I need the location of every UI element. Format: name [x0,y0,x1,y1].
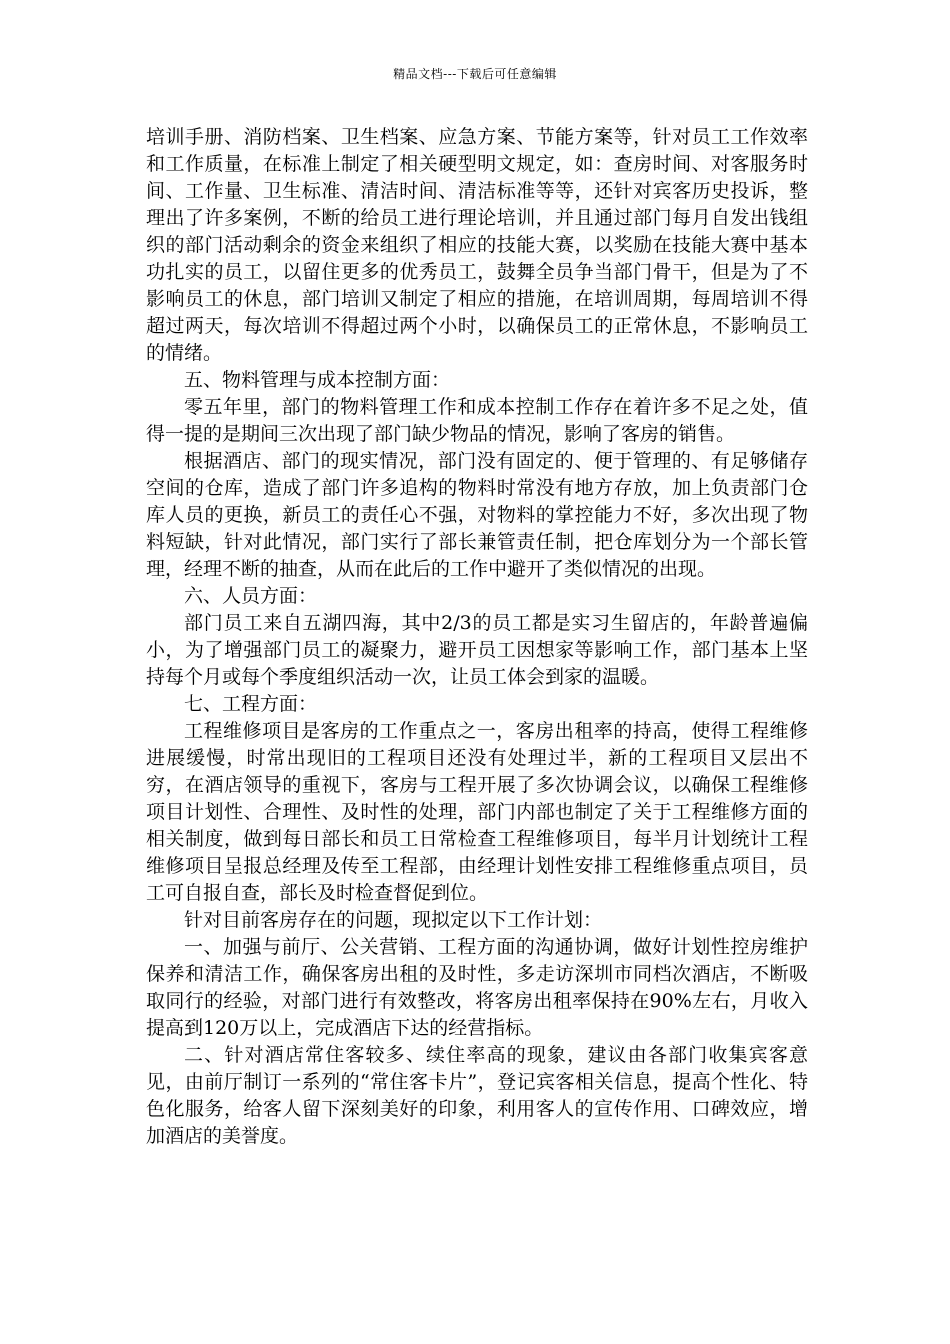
section-heading-engineering: 七、工程方面： [184,693,318,715]
paragraph-plan-item-2: 二、针对酒店常住客较多、续住率高的现象，建议由各部门收集宾客意见，由前厅制订一系列的“常住客卡片”，登记宾客相关信息，提高个性化、特色化服务，给客人留下深刻美好的印象，利用客人的宣传作用、口碑效应，增加酒店的美誉度。 [146,1044,808,1147]
paragraph-plan-intro: 针对目前客房存在的问题，现拟定以下工作计划： [184,909,603,931]
paragraph-personnel: 部门员工来自五湖四海，其中2/3的员工都是实习生留店的，年龄普遍偏小，为了增强部门员工的凝聚力，避开员工因想家等影响工作，部门基本上坚持每个月或每个季度组织活动一次，让员工体会到家的温暖。 [146,612,808,688]
section-heading-personnel: 六、人员方面： [184,585,318,607]
paragraph-engineering: 工程维修项目是客房的工作重点之一，客房出租率的持高，使得工程维修进展缓慢，时常出现旧的工程项目还没有处理过半，新的工程项目又层出不穷，在酒店领导的重视下，客房与工程开展了多次协调会议，以确保工程维修项目计划性、合理性、及时性的处理，部门内部也制定了关于工程维修方面的相关制度，做到每日部长和员工日常检查工程维修项目，每半月计划统计工程维修项目呈报总经理及传至工程部，由经理计划性安排工程维修重点项目，员工可自报自查，部长及时检查督促到位。 [146,720,808,904]
paragraph-materials-measures: 根据酒店、部门的现实情况，部门没有固定的、便于管理的、有足够储存空间的仓库，造成了部门许多追构的物料时常没有地方存放，加上负责部门仓库人员的更换，新员工的责任心不强，对物料的掌控能力不好，多次出现了物料短缺，针对此情况，部门实行了部长兼管责任制，把仓库划分为一个部长管理，经理不断的抽查，从而在此后的工作中避开了类似情况的出现。 [146,450,808,580]
paragraph-training-continuation: 培训手册、消防档案、卫生档案、应急方案、节能方案等，针对员工工作效率和工作质量，在标准上制定了相关硬型明文规定，如：查房时间、对客服务时间、工作量、卫生标准、清洁时间、清洁标准等等，还针对宾客历史投诉，整理出了许多案例，不断的给员工进行理论培训，并且通过部门每月自发出钱组织的部门活动剩余的资金来组织了相应的技能大赛，以奖励在技能大赛中基本功扎实的员工，以留住更多的优秀员工，鼓舞全员争当部门骨干，但是为了不影响员工的休息，部门培训又制定了相应的措施，在培训周期，每周培训不得超过两天，每次培训不得超过两个小时，以确保员工的正常休息，不影响员工的情绪。 [146,126,808,364]
document-body [146,124,808,1150]
page-header: 精品文档---下载后可任意编辑 [393,67,557,81]
paragraph-plan-item-1: 一、加强与前厅、公关营销、工程方面的沟通协调，做好计划性控房维护保养和清洁工作，确保客房出租的及时性，多走访深圳市同档次酒店，不断吸取同行的经验，对部门进行有效整改，将客房出租率保持在90%左右，月收入提高到120万以上，完成酒店下达的经营指标。 [146,936,808,1039]
paragraph-materials-issues: 零五年里，部门的物料管理工作和成本控制工作存在着许多不足之处，值得一提的是期间三次出现了部门缺少物品的情况，影响了客房的销售。 [146,396,808,445]
section-heading-materials: 五、物料管理与成本控制方面： [184,369,451,391]
